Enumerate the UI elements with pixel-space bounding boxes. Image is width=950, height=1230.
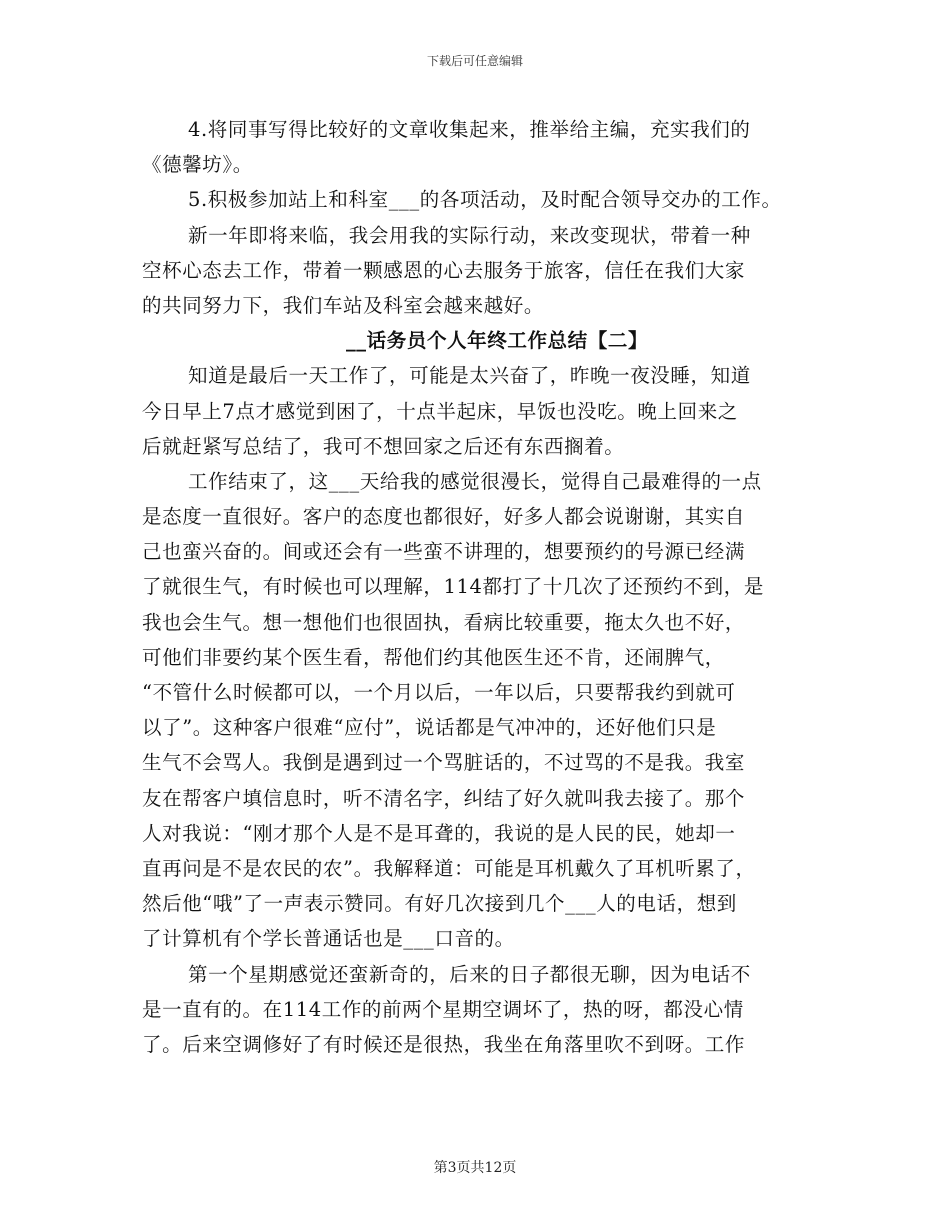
- paragraph-line: 友在帮客户填信息时，听不清名字，纠结了好久就叫我去接了。那个: [142, 786, 746, 810]
- paragraph-line: 己也蛮兴奋的。间或还会有一些蛮不讲理的，想要预约的号源已经满: [142, 540, 746, 564]
- paragraph-line: 了就很生气，有时候也可以理解，114都打了十几次了还预约不到，是: [142, 575, 764, 599]
- paragraph-line: 4.将同事写得比较好的文章收集起来，推举给主编，充实我们的: [188, 118, 751, 141]
- paragraph-line: 以了”。这种客户很难“应付”，说话都是气冲冲的，还好他们只是: [142, 716, 717, 740]
- paragraph-line: “不管什么时候都可以，一个月以后，一年以后，只要帮我约到就可: [142, 681, 736, 704]
- paragraph-line: 然后他“哦”了一声表示赞同。有好几次接到几个___人的电话，想到: [142, 892, 737, 916]
- page-header: 下载后可任意编辑: [426, 54, 523, 68]
- paragraph-line: 是态度一直很好。客户的态度也都很好，好多人都会说谢谢，其实自: [142, 505, 746, 529]
- paragraph-line: 后就赶紧写总结了，我可不想回家之后还有东西搁着。: [142, 434, 625, 458]
- paragraph-line: 空杯心态去工作，带着一颗感恩的心去服务于旅客，信任在我们大家: [142, 258, 746, 282]
- paragraph-line: 了计算机有个学长普通话也是___口音的。: [142, 927, 515, 951]
- paragraph-line: 的共同努力下，我们车站及科室会越来越好。: [142, 293, 545, 317]
- paragraph-line: 我也会生气。想一想他们也很固执，看病比较重要，拖太久也不好，: [142, 610, 746, 634]
- paragraph-line: 了。后来空调修好了有时候还是很热，我坐在角落里吹不到呀。工作: [142, 1032, 746, 1056]
- section-heading: __话务员个人年终工作总结【二】: [345, 329, 649, 353]
- paragraph-line: 5.积极参加站上和科室___的各项活动，及时配合领导交办的工作。: [188, 188, 782, 212]
- paragraph-line: 第一个星期感觉还蛮新奇的，后来的日子都很无聊，因为电话不: [188, 962, 751, 986]
- paragraph-line: 《德馨坊》。: [142, 153, 253, 177]
- paragraph-line: 直再问是不是农民的农”。我解释道：可能是耳机戴久了耳机听累了，: [142, 856, 756, 880]
- paragraph-line: 生气不会骂人。我倒是遇到过一个骂脏话的，不过骂的不是我。我室: [142, 751, 746, 775]
- paragraph-line: 可他们非要约某个医生看，帮他们约其他医生还不肯，还闹脾气，: [142, 645, 725, 669]
- page-number: 第3页共12页: [433, 1160, 517, 1176]
- paragraph-line: 工作结束了，这___天给我的感觉很漫长，觉得自己最难得的一点: [188, 469, 762, 493]
- paragraph-line: 是一直有的。在114工作的前两个星期空调坏了，热的呀，都没心情: [142, 997, 744, 1021]
- document-body: [142, 112, 822, 1062]
- paragraph-line: 知道是最后一天工作了，可能是太兴奋了，昨晚一夜没睡，知道: [188, 364, 751, 388]
- paragraph-line: 今日早上7点才感觉到困了，十点半起床，早饭也没吃。晚上回来之: [142, 399, 738, 423]
- paragraph-line: 人对我说：“刚才那个人是不是耳聋的，我说的是人民的民，她却一: [142, 821, 736, 845]
- paragraph-line: 新一年即将来临，我会用我的实际行动，来改变现状，带着一种: [188, 223, 751, 247]
